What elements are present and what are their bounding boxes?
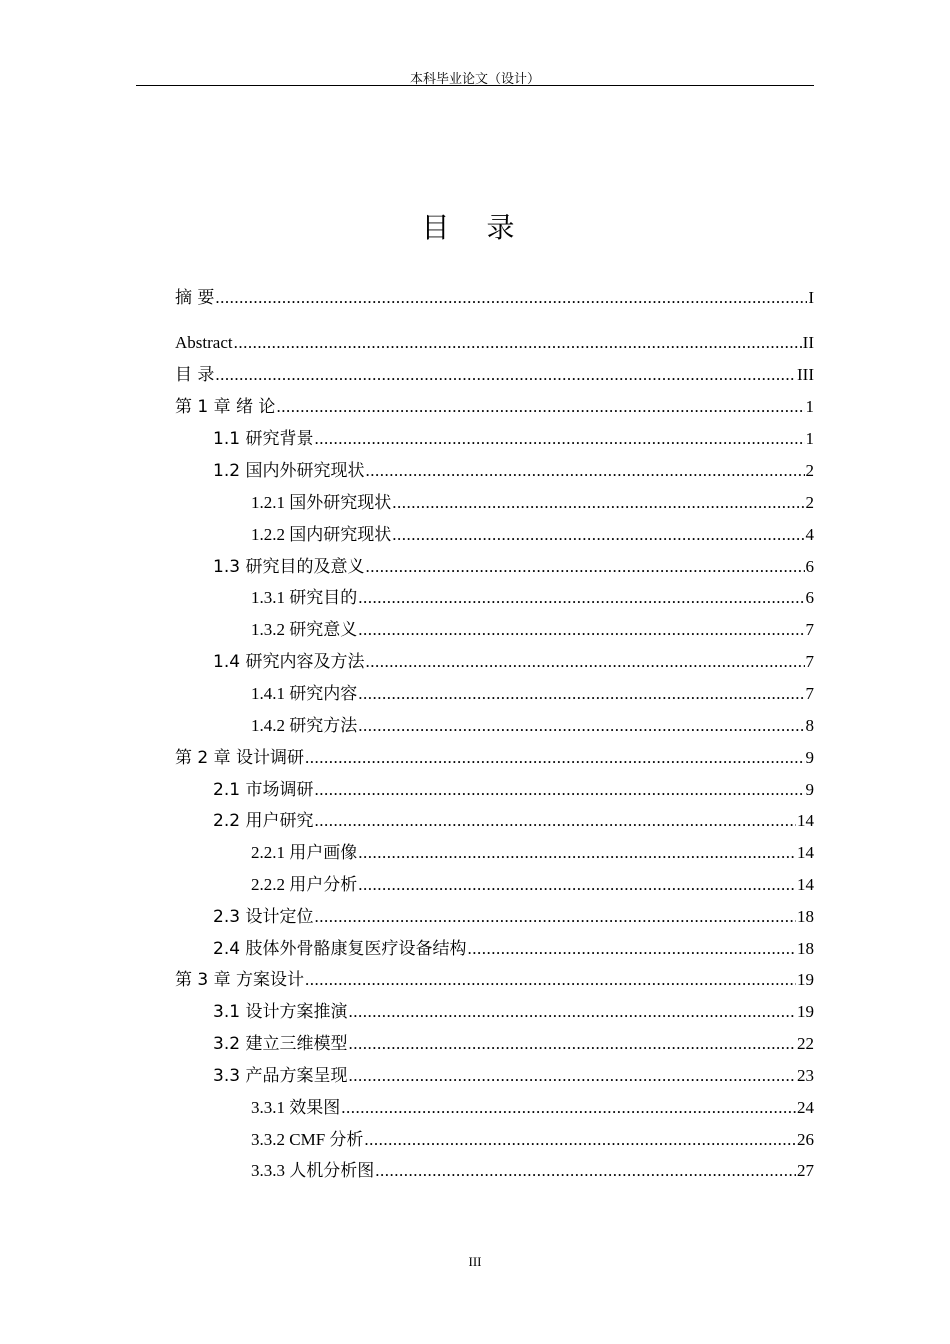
toc-label: Abstract	[175, 333, 233, 352]
toc-page-number: III	[797, 365, 814, 384]
toc-label: 2.2.2 用户分析	[251, 875, 358, 894]
toc-label: 2.2 用户研究	[213, 811, 314, 831]
toc-page-number: 23	[797, 1066, 814, 1085]
toc-leader	[215, 363, 796, 387]
toc-page-number: 7	[805, 620, 814, 639]
toc-label: 1.4 研究内容及方法	[213, 652, 365, 672]
toc-entry[interactable]	[213, 937, 814, 961]
toc-page-number: 4	[805, 525, 814, 544]
toc-leader	[364, 1128, 796, 1152]
toc-entry[interactable]	[213, 1032, 814, 1056]
toc-leader	[215, 286, 807, 310]
toc-label: 第 3 章 方案设计	[175, 970, 305, 990]
toc-page-number: 6	[805, 588, 814, 607]
toc-leader	[314, 809, 796, 833]
toc-label: 第 1 章 绪 论	[175, 397, 276, 417]
toc-entry[interactable]	[175, 968, 814, 992]
toc-label: 摘 要	[175, 288, 215, 308]
toc-label: 2.4 肢体外骨骼康复医疗设备结构	[213, 939, 467, 959]
toc-label: 3.3 产品方案呈现	[213, 1066, 348, 1086]
toc-page-number: 18	[797, 907, 814, 926]
toc-label: 2.2.1 用户画像	[251, 843, 358, 862]
toc-label: 3.1 设计方案推演	[213, 1002, 348, 1022]
toc-page-number: 2	[805, 493, 814, 512]
toc-entry[interactable]	[213, 905, 814, 929]
toc-leader	[365, 650, 804, 674]
toc-page-number: 1	[805, 397, 814, 416]
toc-leader	[348, 1064, 796, 1088]
toc-entry[interactable]	[251, 873, 814, 897]
toc-entry[interactable]	[175, 395, 814, 419]
toc-leader	[358, 682, 804, 706]
toc-label: 1.1 研究背景	[213, 429, 314, 449]
toc-entry[interactable]	[213, 809, 814, 833]
toc-entry[interactable]	[251, 1159, 814, 1183]
toc-label: 1.3.2 研究意义	[251, 620, 358, 639]
toc-page-number: 7	[805, 652, 814, 671]
toc-label: 3.3.1 效果图	[251, 1098, 341, 1117]
toc-leader	[467, 937, 796, 961]
toc-entry[interactable]	[213, 1064, 814, 1088]
toc-leader	[341, 1096, 796, 1120]
toc-label: 2.1 市场调研	[213, 780, 314, 800]
toc-label: 1.4.1 研究内容	[251, 684, 358, 703]
toc-leader	[276, 395, 804, 419]
toc-entry[interactable]	[251, 586, 814, 610]
page-number-footer: III	[468, 1254, 482, 1269]
toc-entry[interactable]	[213, 1000, 814, 1024]
toc-label: 1.2 国内外研究现状	[213, 461, 365, 481]
toc-leader	[358, 714, 804, 738]
toc-leader	[305, 746, 804, 770]
toc-leader	[305, 968, 796, 992]
toc-leader	[358, 841, 796, 865]
toc-entry[interactable]	[251, 523, 814, 547]
toc-entry[interactable]	[175, 746, 814, 770]
toc-label: 1.2.1 国外研究现状	[251, 493, 392, 512]
toc-leader	[365, 555, 804, 579]
toc-page-number: 19	[797, 1002, 814, 1021]
toc-entry[interactable]	[213, 459, 814, 483]
toc-entry[interactable]	[251, 714, 814, 738]
toc-leader	[375, 1159, 796, 1183]
toc-page-number: 9	[805, 748, 814, 767]
toc-leader	[365, 459, 804, 483]
toc-page-number: 26	[797, 1130, 814, 1149]
toc-label: 2.3 设计定位	[213, 907, 314, 927]
toc-leader	[314, 778, 804, 802]
toc-page-number: 7	[805, 684, 814, 703]
toc-entry[interactable]	[213, 650, 814, 674]
toc-leader	[234, 331, 802, 355]
toc-page-number: 2	[805, 461, 814, 480]
toc-page-number: 14	[797, 843, 814, 862]
toc-leader	[358, 618, 804, 642]
page-title: 目 录	[421, 211, 529, 244]
toc-label: 3.3.3 人机分析图	[251, 1161, 375, 1180]
toc-label: 3.3.2 CMF 分析	[251, 1130, 364, 1149]
toc-entry[interactable]	[175, 363, 814, 387]
running-header: 本科毕业论文（设计）	[409, 72, 540, 87]
toc-label: 目 录	[175, 365, 215, 385]
toc-label: 3.2 建立三维模型	[213, 1034, 348, 1054]
toc-entry[interactable]	[213, 555, 814, 579]
toc-entry[interactable]	[251, 618, 814, 642]
toc-entry[interactable]	[251, 1128, 814, 1152]
toc-label: 1.3.1 研究目的	[251, 588, 358, 607]
toc-leader	[348, 1032, 796, 1056]
toc-page-number: 6	[805, 557, 814, 576]
toc-entry[interactable]	[175, 286, 814, 310]
toc-label: 1.3 研究目的及意义	[213, 557, 365, 577]
toc-leader	[348, 1000, 796, 1024]
toc-entry[interactable]	[175, 331, 814, 355]
toc-page-number: 8	[805, 716, 814, 735]
toc-leader	[314, 427, 804, 451]
toc-entry[interactable]	[213, 427, 814, 451]
toc-leader	[314, 905, 796, 929]
toc-page-number: 14	[797, 811, 814, 830]
toc-entry[interactable]	[251, 682, 814, 706]
toc-leader	[392, 523, 804, 547]
toc-page-number: 22	[797, 1034, 814, 1053]
toc-page-number: 19	[797, 970, 814, 989]
toc-entry[interactable]	[251, 841, 814, 865]
toc-label: 第 2 章 设计调研	[175, 748, 305, 768]
toc-page-number: I	[808, 288, 814, 307]
toc-entry[interactable]	[251, 491, 814, 515]
toc-page-number: 27	[797, 1161, 814, 1180]
toc-entry[interactable]	[251, 1096, 814, 1120]
toc-page-number: 14	[797, 875, 814, 894]
toc-leader	[358, 873, 796, 897]
toc-page-number: II	[802, 333, 814, 352]
toc-label: 1.2.2 国内研究现状	[251, 525, 392, 544]
toc-page-number: 9	[805, 780, 814, 799]
toc-leader	[358, 586, 804, 610]
toc-entry[interactable]	[213, 778, 814, 802]
toc-page-number: 18	[797, 939, 814, 958]
toc-page-number: 1	[805, 429, 814, 448]
toc-page-number: 24	[797, 1098, 814, 1117]
toc-leader	[392, 491, 804, 515]
toc-label: 1.4.2 研究方法	[251, 716, 358, 735]
